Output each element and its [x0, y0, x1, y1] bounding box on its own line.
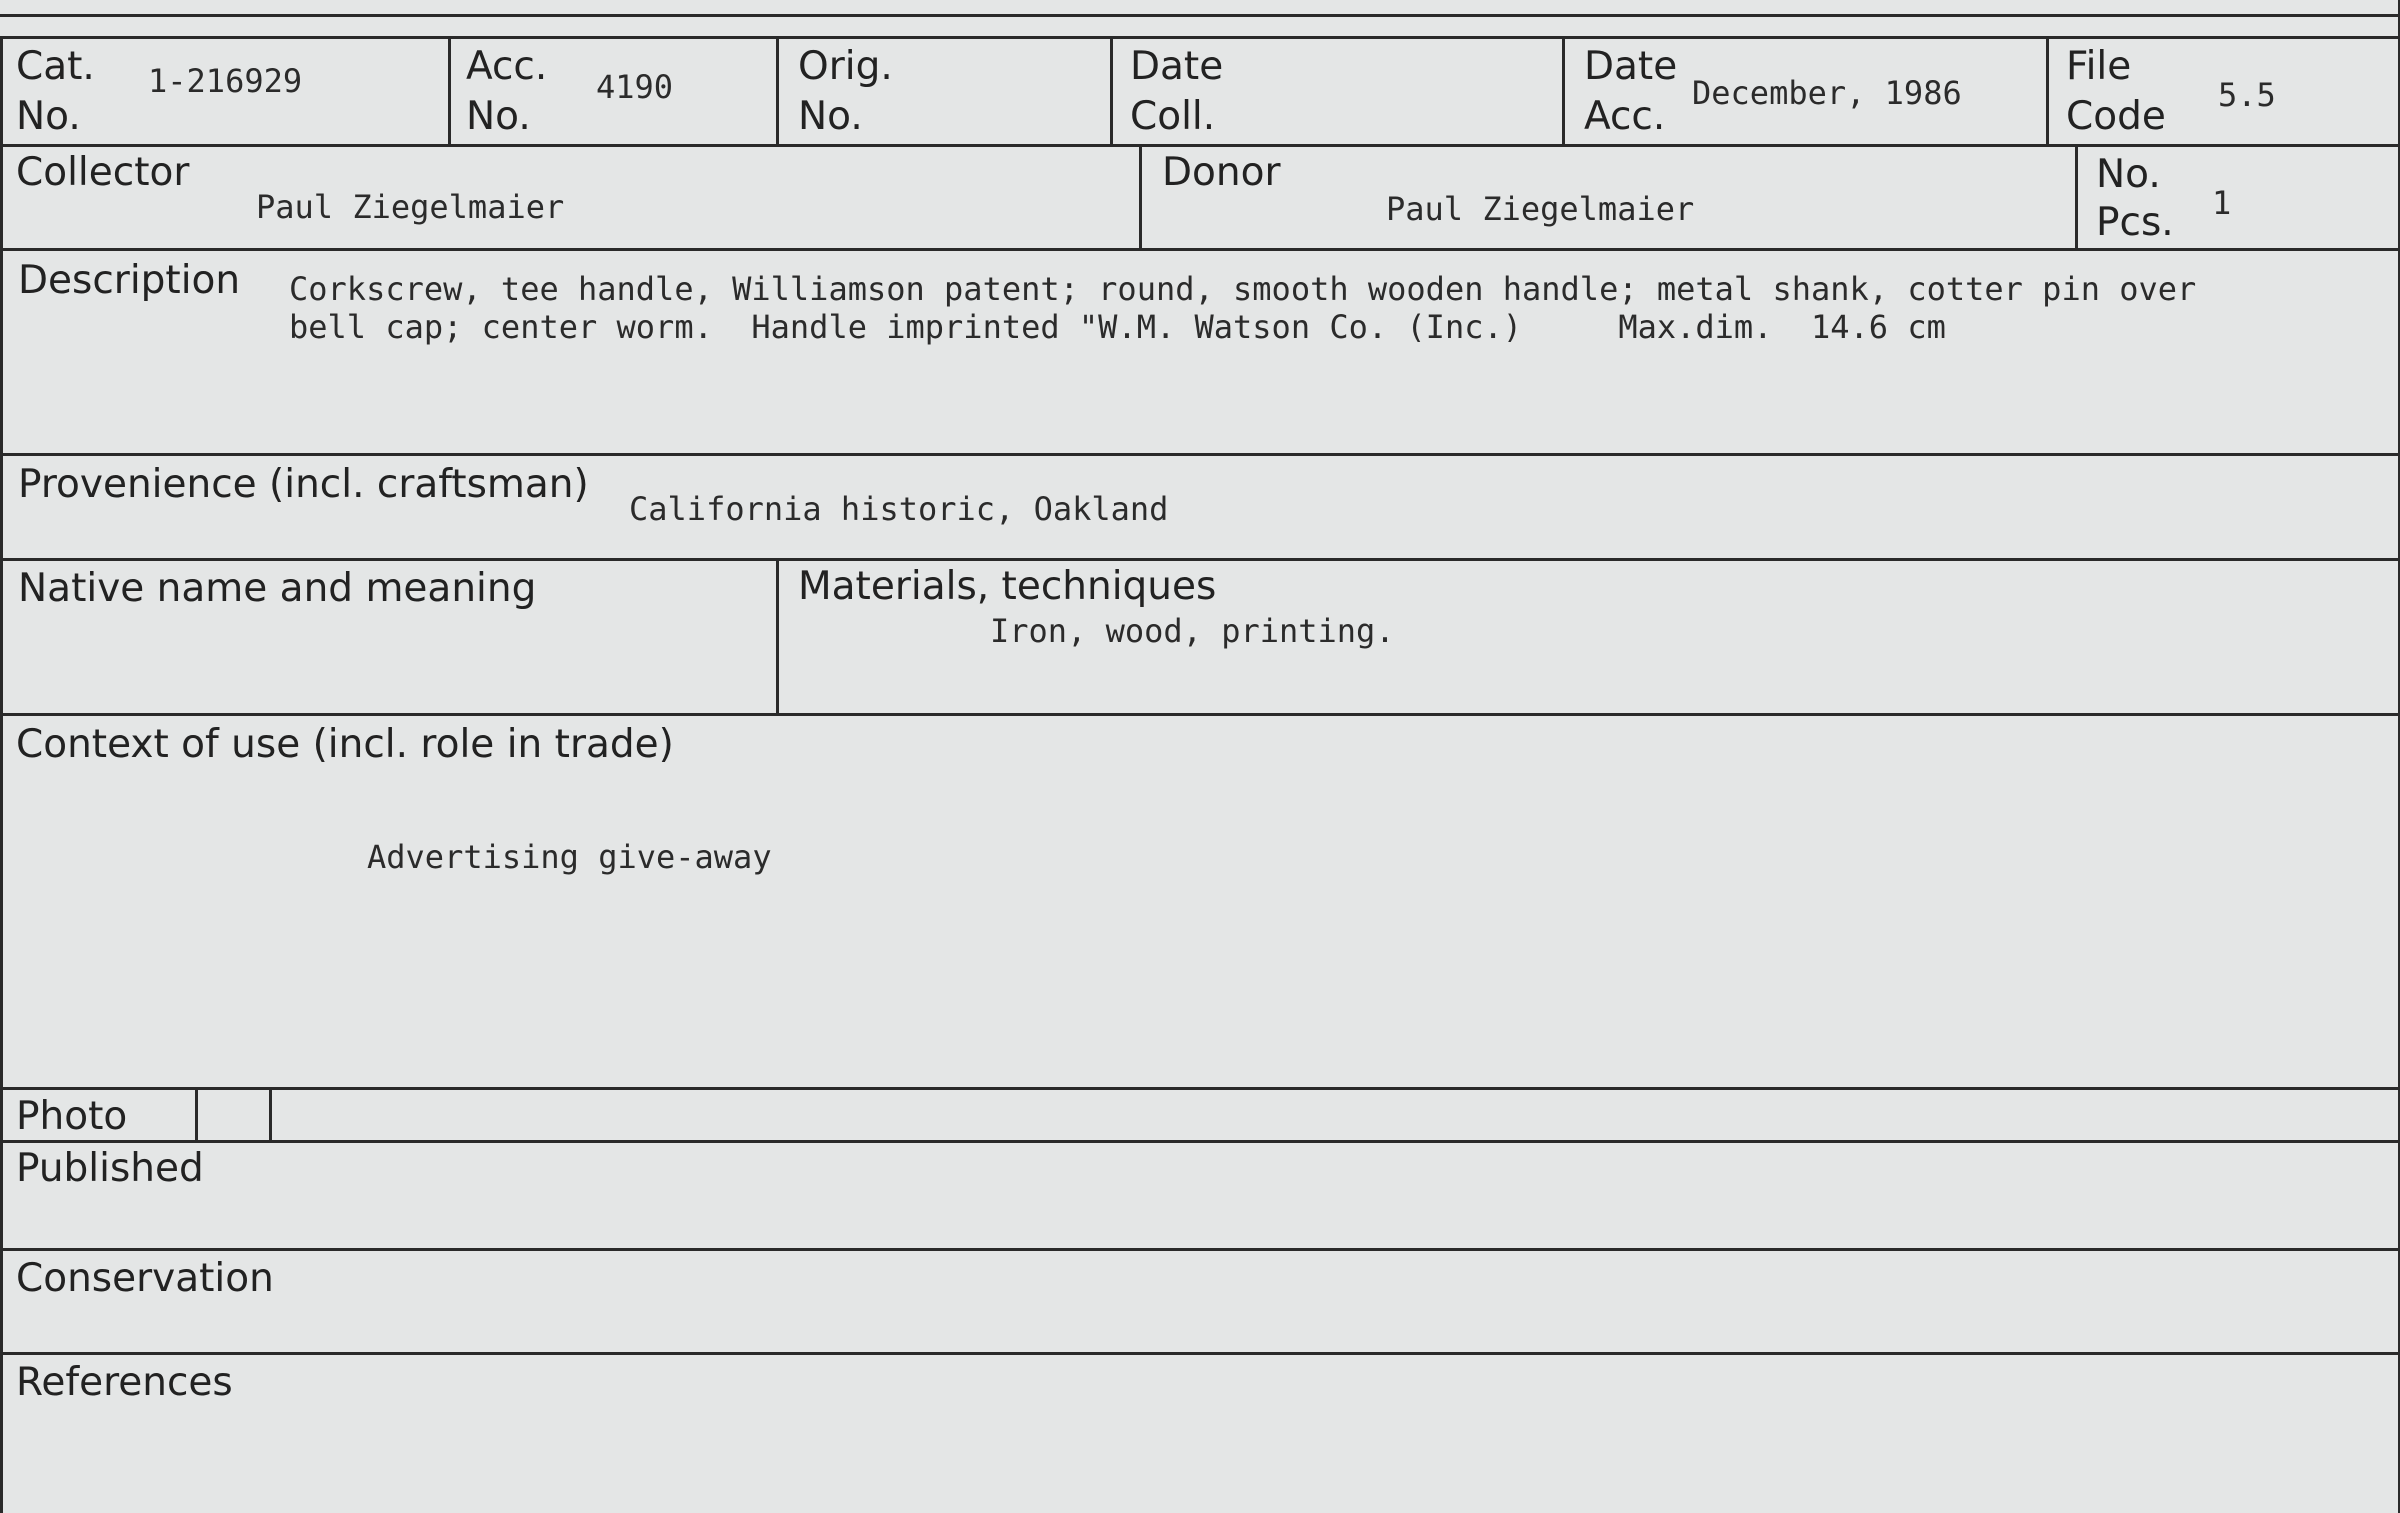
rule-dateacc-filecode	[2046, 36, 2049, 146]
date-acc-label: Date	[1584, 44, 1678, 89]
rule-collector-bottom	[0, 248, 2400, 251]
rule-cat-acc	[448, 36, 451, 146]
collector-label: Collector	[16, 150, 190, 195]
orig-label: Orig.	[798, 44, 893, 89]
description-line-2: bell cap; center worm. Handle imprinted "W.M. Watson Co. (Inc.) Max.dim. 14.6 cm	[289, 308, 1946, 346]
provenience-label: Provenience (incl. craftsman)	[18, 462, 589, 507]
acc-no-value: 4190	[596, 68, 674, 106]
conservation-label: Conservation	[16, 1256, 274, 1301]
rule-photo-box-left	[195, 1087, 198, 1142]
rule-header-bottom	[0, 144, 2400, 147]
acc-no-label: No.	[466, 94, 531, 139]
rule-photo-bottom	[0, 1140, 2400, 1143]
rule-donor-nopcs	[2075, 144, 2078, 250]
rule-top	[0, 14, 2400, 17]
no-label: No.	[2096, 152, 2161, 197]
rule-native-materials	[776, 558, 779, 715]
acc-label: Acc.	[466, 44, 548, 89]
published-label: Published	[16, 1146, 204, 1191]
no-pcs-value: 1	[2212, 184, 2232, 222]
rule-description-bottom	[0, 453, 2400, 456]
collector-value: Paul Ziegelmaier	[256, 188, 565, 226]
file-code-value: 5.5	[2218, 76, 2276, 114]
materials-value: Iron, wood, printing.	[990, 612, 1395, 650]
provenience-value: California historic, Oakland	[629, 490, 1169, 528]
date-coll-label: Date	[1130, 44, 1224, 89]
rule-acc-orig	[776, 36, 779, 146]
rule-provenience-bottom	[0, 558, 2400, 561]
rule-header-top	[0, 36, 2400, 39]
file-label: File	[2066, 44, 2132, 89]
donor-label: Donor	[1162, 150, 1281, 195]
rule-datecoll-dateacc	[1562, 36, 1565, 146]
rule-orig-datecoll	[1110, 36, 1113, 146]
context-value: Advertising give-away	[367, 838, 772, 876]
date-coll-label-2: Coll.	[1130, 94, 1216, 139]
rule-native-bottom	[0, 713, 2400, 716]
file-code-label: Code	[2066, 94, 2166, 139]
date-acc-value: December, 1986	[1692, 74, 1962, 112]
date-acc-label-2: Acc.	[1584, 94, 1666, 139]
rule-context-bottom	[0, 1087, 2400, 1090]
rule-collector-donor	[1139, 144, 1142, 250]
context-label: Context of use (incl. role in trade)	[16, 722, 674, 767]
pcs-label: Pcs.	[2096, 200, 2174, 245]
rule-left-edge	[0, 36, 3, 1513]
description-label: Description	[18, 258, 241, 303]
description-line-1: Corkscrew, tee handle, Williamson patent; round, smooth wooden handle; metal shank, cotter pin over	[289, 270, 2197, 308]
rule-photo-box-right	[269, 1087, 272, 1142]
donor-value: Paul Ziegelmaier	[1386, 190, 1695, 228]
orig-no-label: No.	[798, 94, 863, 139]
cat-no-label: No.	[16, 94, 81, 139]
materials-label: Materials, techniques	[798, 564, 1217, 609]
photo-label: Photo	[16, 1094, 128, 1139]
cat-no-value: 1-216929	[148, 62, 303, 100]
cat-label: Cat.	[16, 44, 95, 89]
references-label: References	[16, 1360, 233, 1405]
rule-conservation-bottom	[0, 1352, 2400, 1355]
native-name-label: Native name and meaning	[18, 566, 537, 611]
rule-published-bottom	[0, 1248, 2400, 1251]
